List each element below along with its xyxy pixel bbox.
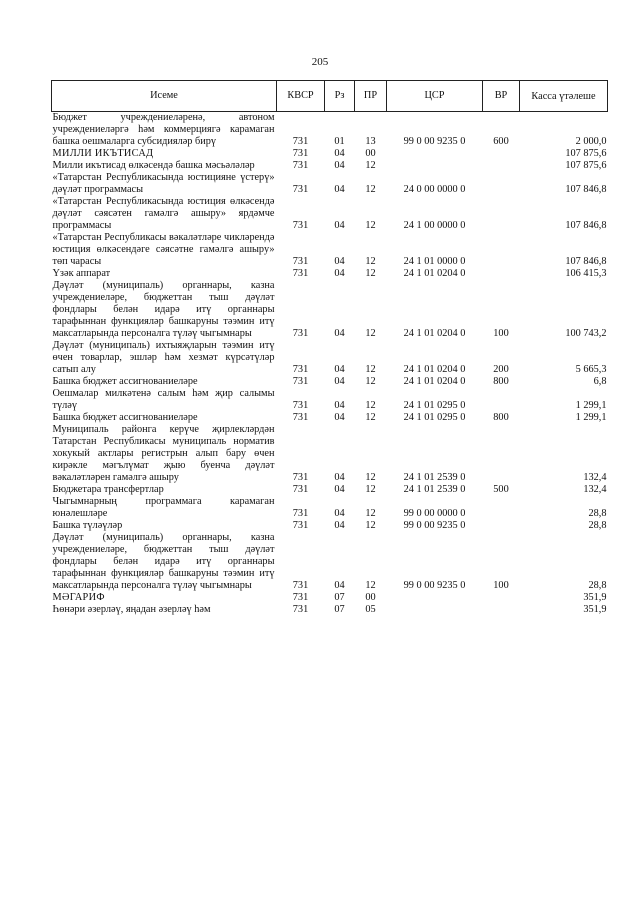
row-name: Чыгымнарның программага карамаган юнәлешләре xyxy=(52,496,275,519)
row-name: МӘГАРИФ xyxy=(52,592,105,603)
row-rz: 04 xyxy=(334,268,345,279)
row-csr: 24 1 01 0204 0 xyxy=(403,364,466,375)
table-row xyxy=(52,196,608,232)
row-name: «Татарстан Республикасында юстиция өлкәсендә дәүләт сәясәтен гамәлгә ашыру» ярдәмче программасы xyxy=(52,196,275,231)
row-vr: 600 xyxy=(493,136,509,147)
row-rz: 07 xyxy=(334,604,345,615)
row-sum: 2 000,0 xyxy=(575,136,607,147)
row-pr: 12 xyxy=(365,484,376,495)
row-sum: 28,8 xyxy=(588,580,607,591)
row-sum: 107 846,8 xyxy=(565,184,607,195)
row-vr xyxy=(483,148,520,160)
row-kvsr: 731 xyxy=(292,484,309,495)
row-kvsr: 731 xyxy=(292,508,309,519)
page-number: 205 xyxy=(311,56,329,68)
table-row xyxy=(52,112,608,149)
row-vr: 200 xyxy=(493,364,509,375)
row-vr xyxy=(483,496,520,520)
row-sum: 107 846,8 xyxy=(565,220,607,231)
row-csr xyxy=(387,604,483,616)
row-sum: 132,4 xyxy=(583,484,607,495)
row-rz: 04 xyxy=(334,472,345,483)
row-csr xyxy=(387,148,483,160)
row-pr: 12 xyxy=(365,256,376,267)
row-pr: 05 xyxy=(365,604,376,615)
row-name: «Татарстан Республикасында юстицияне үстерү» дәүләт программасы xyxy=(52,172,275,195)
table-row xyxy=(52,532,608,592)
header-kvsr: КВСР xyxy=(277,81,325,112)
header-sum: Касса үтәлеше xyxy=(520,81,608,112)
row-csr: 99 0 00 9235 0 xyxy=(403,520,466,531)
row-csr: 99 0 00 9235 0 xyxy=(403,580,466,591)
row-csr: 99 0 00 9235 0 xyxy=(403,136,466,147)
row-kvsr: 731 xyxy=(292,472,309,483)
row-vr xyxy=(483,388,520,412)
row-sum: 28,8 xyxy=(588,508,607,519)
row-name: Башка түләүләр xyxy=(52,520,123,531)
table-row xyxy=(52,412,608,424)
row-vr xyxy=(483,172,520,196)
row-sum: 28,8 xyxy=(588,520,607,531)
row-kvsr: 731 xyxy=(292,160,309,171)
table-row xyxy=(52,280,608,340)
table-row xyxy=(52,604,608,616)
row-name: МИЛЛИ ИКЪТИСАД xyxy=(52,148,154,159)
row-csr: 99 0 00 0000 0 xyxy=(403,508,466,519)
row-vr: 100 xyxy=(493,328,509,339)
header-rz: Рз xyxy=(325,81,355,112)
row-rz: 04 xyxy=(334,160,345,171)
row-vr xyxy=(483,424,520,484)
table-row xyxy=(52,376,608,388)
row-name: Оешмалар милкәтенә салым һәм җир салымы түләү xyxy=(52,388,275,411)
row-rz: 04 xyxy=(334,148,345,159)
row-name: Башка бюджет ассигнованиеләре xyxy=(52,412,198,423)
row-rz: 04 xyxy=(334,376,345,387)
row-vr: 500 xyxy=(493,484,509,495)
table-row xyxy=(52,484,608,496)
row-rz: 04 xyxy=(334,184,345,195)
row-sum: 351,9 xyxy=(583,592,607,603)
table-row xyxy=(52,520,608,532)
table-row xyxy=(52,232,608,268)
row-sum: 1 299,1 xyxy=(575,412,607,423)
row-pr: 12 xyxy=(365,184,376,195)
row-pr: 12 xyxy=(365,508,376,519)
row-sum: 107 875,6 xyxy=(565,160,607,171)
row-pr: 00 xyxy=(365,148,376,159)
row-vr xyxy=(483,604,520,616)
row-sum: 5 665,3 xyxy=(575,364,607,375)
row-vr xyxy=(483,196,520,232)
row-vr: 100 xyxy=(493,580,509,591)
row-pr: 12 xyxy=(365,580,376,591)
row-pr: 12 xyxy=(365,412,376,423)
table-row xyxy=(52,172,608,196)
header-pr: ПР xyxy=(355,81,387,112)
row-name: Бюджетара трансфертлар xyxy=(52,484,164,495)
row-name: Дәүләт (муниципаль) органнары, казна учреждениеләре, бюджеттан тыш дәүләт фондлары белән идарә итү органнары тарафыннан функцияләр башкаруны тәэмин итү максатларында персоналга түләү чыгымнары xyxy=(52,280,275,339)
row-sum: 107 875,6 xyxy=(565,148,607,159)
row-vr xyxy=(483,232,520,268)
table-row xyxy=(52,160,608,172)
row-vr xyxy=(483,268,520,280)
row-vr xyxy=(483,592,520,604)
row-name: Дәүләт (муниципаль) органнары, казна учреждениеләре, бюджеттан тыш дәүләт фондлары белән идарә итү органнары тарафыннан функцияләр башкаруны тәэмин итү максатларында персоналга түләү чыгымнары xyxy=(52,532,275,591)
row-kvsr: 731 xyxy=(292,364,309,375)
row-sum: 107 846,8 xyxy=(565,256,607,267)
row-rz: 04 xyxy=(334,220,345,231)
row-pr: 13 xyxy=(365,136,376,147)
row-csr: 24 0 00 0000 0 xyxy=(403,184,466,195)
row-name: «Татарстан Республикасы вәкаләтләре чикләрендә юстиция өлкәсендәге сәясәтне гамәлгә ашыру» төп чарасы xyxy=(52,232,275,267)
row-rz: 04 xyxy=(334,508,345,519)
header-csr: ЦСР xyxy=(387,81,483,112)
row-pr: 12 xyxy=(365,328,376,339)
row-kvsr: 731 xyxy=(292,220,309,231)
row-csr: 24 1 00 0000 0 xyxy=(403,220,466,231)
table-body xyxy=(52,112,608,617)
row-name: Һөнәри әзерләү, яңадан әзерләү һәм xyxy=(52,604,211,615)
row-csr: 24 1 01 2539 0 xyxy=(403,472,466,483)
row-name: Милли икътисад өлкәсендә башка мәсьәләләр xyxy=(52,160,255,171)
row-csr: 24 1 01 0000 0 xyxy=(403,256,466,267)
row-name: Бюджет учреждениеләренә, автоном учреждениеләргә һәм коммерциягә карамаган башка оешмаларга субсидияләр бирү xyxy=(52,112,275,147)
row-csr xyxy=(387,160,483,172)
row-name: Муниципаль районга керүче җирлекләрдән Татарстан Республикасы муниципаль норматив хокукый актлары регистрын алып бару өчен кирәкле мәгълүмат җыю буенча дәүләт вәкаләтләрен гамәлгә ашыру xyxy=(52,424,275,483)
row-kvsr: 731 xyxy=(292,400,309,411)
budget-table xyxy=(51,80,608,616)
row-csr xyxy=(387,592,483,604)
table-row xyxy=(52,148,608,160)
row-pr: 12 xyxy=(365,364,376,375)
row-pr: 00 xyxy=(365,592,376,603)
row-sum: 6,8 xyxy=(593,376,607,387)
row-pr: 12 xyxy=(365,268,376,279)
table-row xyxy=(52,496,608,520)
row-pr: 12 xyxy=(365,400,376,411)
table-row xyxy=(52,388,608,412)
row-rz: 04 xyxy=(334,400,345,411)
row-sum: 1 299,1 xyxy=(575,400,607,411)
row-kvsr: 731 xyxy=(292,520,309,531)
row-vr xyxy=(483,160,520,172)
row-pr: 12 xyxy=(365,376,376,387)
row-csr: 24 1 01 0204 0 xyxy=(403,328,466,339)
table-row xyxy=(52,268,608,280)
row-kvsr: 731 xyxy=(292,580,309,591)
row-kvsr: 731 xyxy=(292,376,309,387)
row-csr: 24 1 01 2539 0 xyxy=(403,484,466,495)
row-csr: 24 1 01 0204 0 xyxy=(403,268,466,279)
row-kvsr: 731 xyxy=(292,604,309,615)
row-kvsr: 731 xyxy=(292,328,309,339)
row-sum: 132,4 xyxy=(583,472,607,483)
header-name: Исеме xyxy=(52,81,277,112)
row-rz: 04 xyxy=(334,520,345,531)
header-vr: ВР xyxy=(483,81,520,112)
row-rz: 01 xyxy=(334,136,345,147)
row-pr: 12 xyxy=(365,520,376,531)
table-header xyxy=(52,81,608,112)
row-sum: 106 415,3 xyxy=(565,268,607,279)
row-sum: 351,9 xyxy=(583,604,607,615)
row-kvsr: 731 xyxy=(292,412,309,423)
row-pr: 12 xyxy=(365,160,376,171)
row-rz: 04 xyxy=(334,580,345,591)
row-sum: 100 743,2 xyxy=(565,328,607,339)
row-csr: 24 1 01 0295 0 xyxy=(403,412,466,423)
row-rz: 04 xyxy=(334,328,345,339)
row-rz: 04 xyxy=(334,256,345,267)
row-kvsr: 731 xyxy=(292,592,309,603)
row-rz: 04 xyxy=(334,484,345,495)
table-row xyxy=(52,592,608,604)
table-row xyxy=(52,424,608,484)
row-csr: 24 1 01 0204 0 xyxy=(403,376,466,387)
row-name: Үзәк аппарат xyxy=(52,268,111,279)
row-rz: 04 xyxy=(334,364,345,375)
row-kvsr: 731 xyxy=(292,256,309,267)
row-rz: 07 xyxy=(334,592,345,603)
row-kvsr: 731 xyxy=(292,148,309,159)
row-kvsr: 731 xyxy=(292,268,309,279)
row-name: Башка бюджет ассигнованиеләре xyxy=(52,376,198,387)
row-kvsr: 731 xyxy=(292,184,309,195)
row-csr: 24 1 01 0295 0 xyxy=(403,400,466,411)
row-vr: 800 xyxy=(493,376,509,387)
row-kvsr: 731 xyxy=(292,136,309,147)
table-row xyxy=(52,340,608,376)
row-name: Дәүләт (муниципаль) ихтыяҗларын тәэмин итү өчен товарлар, эшләр һәм хезмәт күрсәтүләр сатып алу xyxy=(52,340,275,375)
row-rz: 04 xyxy=(334,412,345,423)
row-vr: 800 xyxy=(493,412,509,423)
row-pr: 12 xyxy=(365,472,376,483)
row-pr: 12 xyxy=(365,220,376,231)
row-vr xyxy=(483,520,520,532)
